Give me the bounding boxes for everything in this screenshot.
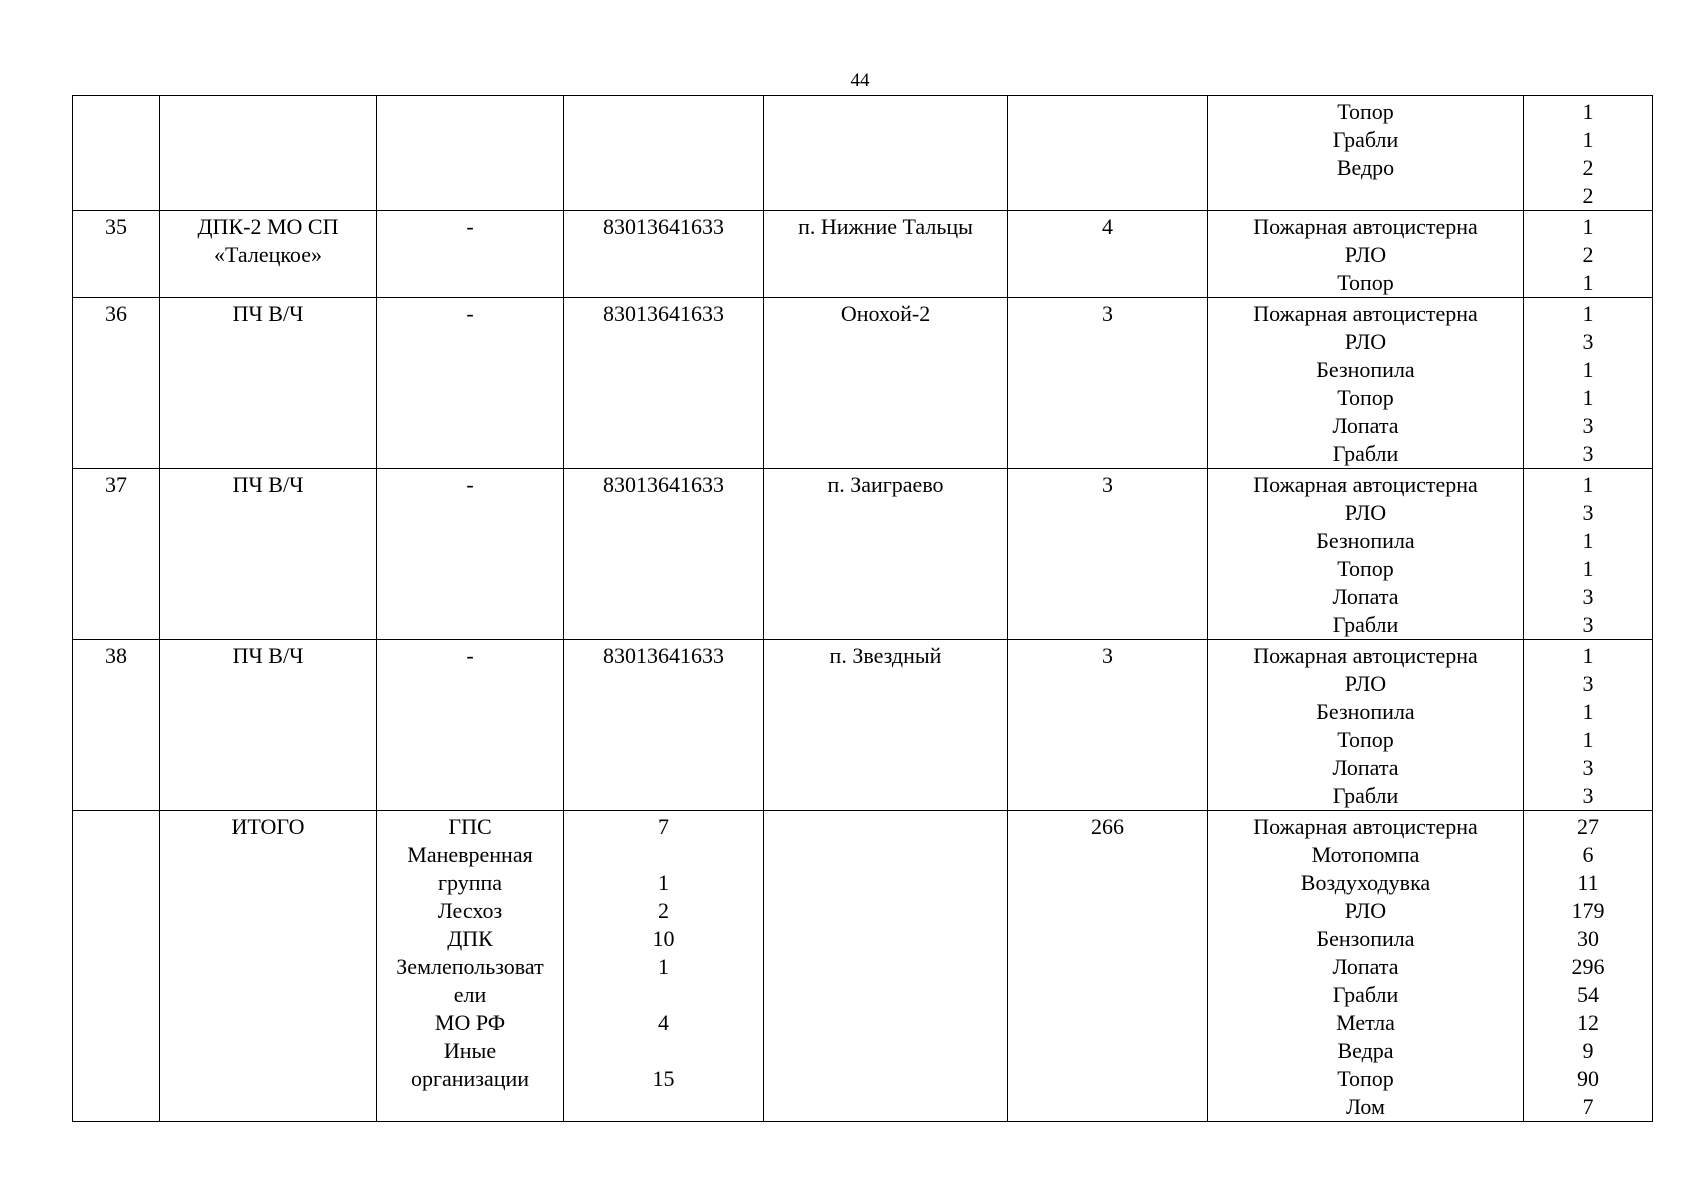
quantity-item: 1 <box>1582 127 1594 152</box>
quantity-item: 3 <box>1582 755 1594 780</box>
quantity-item: 1 <box>1582 301 1594 326</box>
equipment-item: Грабли <box>1332 441 1399 466</box>
cell-count <box>1008 811 1208 1122</box>
col3-value: - <box>466 301 474 326</box>
org-name: ПЧ В/Ч <box>232 643 304 668</box>
phone-value: 83013641633 <box>603 301 724 326</box>
cell-count <box>1008 211 1208 298</box>
cell-phone <box>564 298 764 469</box>
col3-value: - <box>466 214 474 239</box>
org-count: 1 <box>658 954 669 979</box>
quantity-item: 54 <box>1577 982 1599 1007</box>
quantity-item: 2 <box>1582 242 1594 267</box>
count-value: 3 <box>1102 301 1113 326</box>
row-number: 37 <box>105 472 127 497</box>
col3-value: - <box>466 472 474 497</box>
cell-location <box>764 469 1008 640</box>
cell-phone <box>564 469 764 640</box>
cell-count <box>1008 640 1208 811</box>
quantity-item: 1 <box>1582 385 1594 410</box>
quantity-item: 6 <box>1582 842 1594 867</box>
page-number: 44 <box>850 70 870 91</box>
equipment-item: Топор <box>1337 270 1394 295</box>
cell-equipment <box>1208 640 1524 811</box>
location-value: п. Заиграево <box>827 472 944 497</box>
quantity-item: 12 <box>1577 1010 1599 1035</box>
equipment-item: РЛО <box>1344 329 1387 354</box>
equipment-item: Пожарная автоцистерна <box>1253 814 1478 839</box>
cell-col3 <box>377 96 564 211</box>
org-type: организации <box>410 1066 530 1091</box>
cell-quantity <box>1524 640 1653 811</box>
equipment-item: Топор <box>1337 727 1394 752</box>
equipment-item: Грабли <box>1332 783 1399 808</box>
quantity-item: 1 <box>1582 472 1594 497</box>
cell-phone <box>564 96 764 211</box>
cell-name <box>160 298 377 469</box>
cell-name <box>160 640 377 811</box>
org-type: МО РФ <box>434 1010 506 1035</box>
cell-location <box>764 211 1008 298</box>
quantity-item: 3 <box>1582 612 1594 637</box>
quantity-item: 11 <box>1577 870 1599 895</box>
equipment-item: Топор <box>1337 556 1394 581</box>
equipment-item: Мотопомпа <box>1311 842 1420 867</box>
table-row <box>73 469 1653 640</box>
quantity-item: 27 <box>1577 814 1599 839</box>
resources-table <box>72 95 1653 1122</box>
quantity-item: 3 <box>1582 671 1594 696</box>
table-row <box>73 298 1653 469</box>
equipment-item: Безнопила <box>1316 528 1415 553</box>
table-row <box>73 640 1653 811</box>
cell-location <box>764 96 1008 211</box>
table-row <box>73 96 1653 211</box>
quantity-item: 3 <box>1582 441 1594 466</box>
quantity-item: 9 <box>1582 1038 1594 1063</box>
equipment-item: Пожарная автоцистерна <box>1253 214 1478 239</box>
equipment-item: Пожарная автоцистерна <box>1253 643 1478 668</box>
equipment-item: РЛО <box>1344 500 1387 525</box>
equipment-item: Лопата <box>1332 413 1399 438</box>
equipment-item: Безнопила <box>1316 357 1415 382</box>
count-value: 3 <box>1102 643 1113 668</box>
total-count: 266 <box>1091 814 1124 839</box>
quantity-item: 3 <box>1582 584 1594 609</box>
row-number: 38 <box>105 643 127 668</box>
cell-count <box>1008 96 1208 211</box>
org-count <box>566 841 761 869</box>
cell-quantity <box>1524 811 1653 1122</box>
cell-equipment <box>1208 211 1524 298</box>
quantity-item: 1 <box>1582 643 1594 668</box>
cell-name <box>160 96 377 211</box>
quantity-item: 7 <box>1582 1094 1594 1119</box>
equipment-item: Пожарная автоцистерна <box>1253 301 1478 326</box>
cell-location <box>764 811 1008 1122</box>
org-type: Маневренная <box>407 842 533 867</box>
equipment-item: Грабли <box>1332 127 1399 152</box>
equipment-item: Лопата <box>1332 954 1399 979</box>
cell-name <box>160 469 377 640</box>
quantity-item: 30 <box>1577 926 1599 951</box>
quantity-item: 179 <box>1571 898 1605 923</box>
phone-value: 83013641633 <box>603 214 724 239</box>
cell-col3 <box>377 211 564 298</box>
cell-location <box>764 640 1008 811</box>
org-count <box>566 981 761 1009</box>
cell-quantity <box>1524 298 1653 469</box>
cell-org-counts <box>564 811 764 1122</box>
org-type: ДПК <box>447 926 493 951</box>
cell-col3 <box>377 469 564 640</box>
cell-num <box>73 640 160 811</box>
quantity-item: 1 <box>1582 528 1594 553</box>
equipment-item: Грабли <box>1332 982 1399 1007</box>
equipment-item: Лопата <box>1332 755 1399 780</box>
location-value: Онохой-2 <box>840 301 931 326</box>
equipment-item: Метла <box>1336 1010 1395 1035</box>
equipment-item: Ведро <box>1336 155 1395 180</box>
row-number: 36 <box>105 301 127 326</box>
cell-col3 <box>377 298 564 469</box>
quantity-item: 90 <box>1577 1066 1599 1091</box>
quantity-item: 3 <box>1582 783 1594 808</box>
cell-equipment <box>1208 298 1524 469</box>
cell-quantity <box>1524 469 1653 640</box>
equipment-item: Ведра <box>1337 1038 1394 1063</box>
org-name: ПЧ В/Ч <box>232 472 304 497</box>
org-type: Иные <box>443 1038 497 1063</box>
org-count: 4 <box>658 1010 669 1035</box>
org-name: ПЧ В/Ч <box>232 301 304 326</box>
org-count: 1 <box>658 870 669 895</box>
cell-quantity <box>1524 96 1653 211</box>
cell-count <box>1008 298 1208 469</box>
quantity-item: 1 <box>1582 727 1594 752</box>
cell-num <box>73 811 160 1122</box>
equipment-item: Пожарная автоцистерна <box>1253 472 1478 497</box>
equipment-item: РЛО <box>1344 671 1387 696</box>
equipment-item: РЛО <box>1344 898 1387 923</box>
equipment-item: Безнопила <box>1316 699 1415 724</box>
total-row <box>73 811 1653 1122</box>
quantity-item: 3 <box>1582 329 1594 354</box>
equipment-item: Лом <box>1346 1094 1385 1119</box>
count-value: 4 <box>1102 214 1113 239</box>
org-type: Лесхоз <box>437 898 503 923</box>
quantity-item: 296 <box>1571 954 1605 979</box>
quantity-item: 1 <box>1582 357 1594 382</box>
org-count: 7 <box>658 814 669 839</box>
equipment-item: Топор <box>1337 385 1394 410</box>
quantity-item: 1 <box>1582 556 1594 581</box>
col3-value: - <box>466 643 474 668</box>
quantity-item: 3 <box>1582 413 1594 438</box>
org-type: ГПС <box>448 814 492 839</box>
org-count: 2 <box>658 898 669 923</box>
location-value: п. Нижние Тальцы <box>798 214 973 239</box>
org-count: 15 <box>652 1066 675 1091</box>
cell-location <box>764 298 1008 469</box>
cell-quantity <box>1524 211 1653 298</box>
cell-phone <box>564 640 764 811</box>
quantity-item: 2 <box>1582 183 1594 208</box>
count-value: 3 <box>1102 472 1113 497</box>
cell-num <box>73 298 160 469</box>
cell-equipment <box>1208 469 1524 640</box>
cell-num <box>73 211 160 298</box>
equipment-item: Воздуходувка <box>1300 870 1431 895</box>
quantity-item: 2 <box>1582 155 1594 180</box>
quantity-item: 1 <box>1582 214 1594 239</box>
org-name: «Талецкое» <box>214 242 322 267</box>
cell-col3 <box>377 640 564 811</box>
org-type: Землепользоват <box>396 954 544 979</box>
equipment-item: Бензопила <box>1316 926 1415 951</box>
cell-num <box>73 96 160 211</box>
cell-equipment <box>1208 811 1524 1122</box>
table-row <box>73 211 1653 298</box>
phone-value: 83013641633 <box>603 472 724 497</box>
cell-org-types <box>377 811 564 1122</box>
total-label: ИТОГО <box>231 814 305 839</box>
row-number: 35 <box>105 214 127 239</box>
org-type: группа <box>437 870 503 895</box>
cell-name <box>160 811 377 1122</box>
phone-value: 83013641633 <box>603 643 724 668</box>
cell-name <box>160 211 377 298</box>
equipment-item: Топор <box>1337 1066 1394 1091</box>
org-count: 10 <box>652 926 675 951</box>
cell-equipment <box>1208 96 1524 211</box>
quantity-item: 3 <box>1582 500 1594 525</box>
location-value: п. Звездный <box>829 643 942 668</box>
quantity-item: 1 <box>1582 699 1594 724</box>
equipment-item: Лопата <box>1332 584 1399 609</box>
cell-num <box>73 469 160 640</box>
quantity-item: 1 <box>1582 270 1594 295</box>
equipment-item: Топор <box>1337 99 1394 124</box>
org-type: ели <box>453 982 487 1007</box>
cell-count <box>1008 469 1208 640</box>
quantity-item: 1 <box>1582 99 1594 124</box>
org-count <box>566 1037 761 1065</box>
org-name: ДПК-2 МО СП <box>197 214 339 239</box>
equipment-item: Грабли <box>1332 612 1399 637</box>
cell-phone <box>564 211 764 298</box>
equipment-item: РЛО <box>1344 242 1387 267</box>
